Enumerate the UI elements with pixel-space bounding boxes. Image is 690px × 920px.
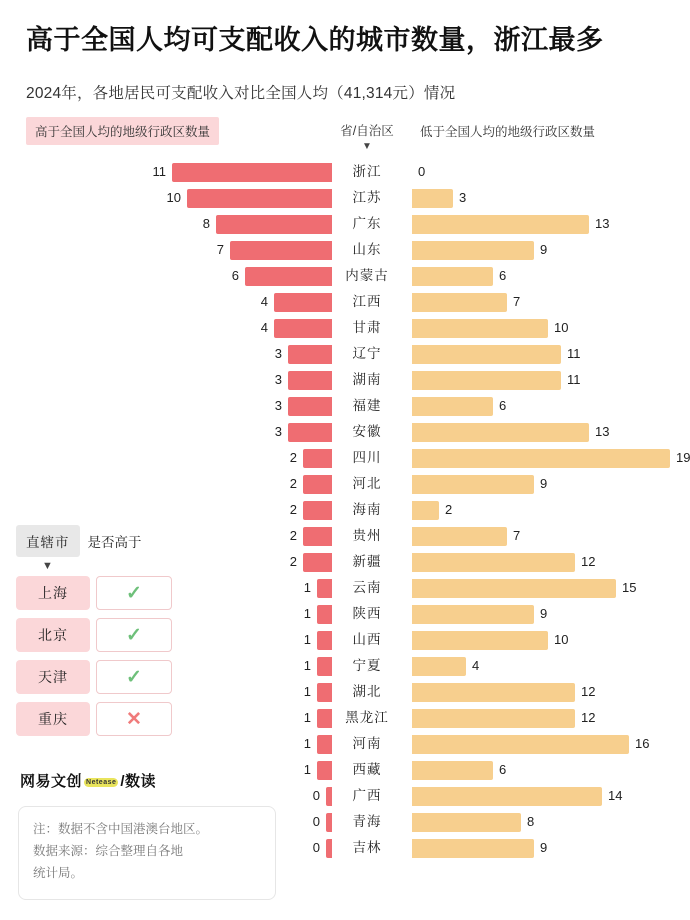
bar-above [288, 423, 332, 442]
category-label: 内蒙古 [345, 268, 389, 284]
bar-below-pane [412, 473, 672, 495]
bar-above [274, 319, 332, 338]
bar-below-pane [412, 499, 672, 521]
diverging-bar-chart [26, 161, 690, 863]
value-below: 10 [554, 320, 569, 336]
chart-row [26, 369, 672, 395]
chart-row [26, 265, 672, 291]
municipality-name: 北京 [16, 618, 90, 652]
bar-below [412, 553, 575, 572]
bar-below-pane [412, 343, 672, 365]
bar-below-pane [412, 395, 672, 417]
bar-above [317, 709, 332, 728]
chart-row [26, 161, 672, 187]
bar-above [317, 761, 332, 780]
bar-above [187, 189, 332, 208]
check-icon: ✓ [126, 666, 142, 688]
brand-prefix: 网易文创 [20, 773, 83, 790]
value-above: 2 [289, 502, 297, 518]
bar-below [412, 319, 548, 338]
municipality-row [16, 701, 192, 737]
value-below: 9 [540, 840, 548, 856]
value-above: 8 [202, 216, 210, 232]
bar-above [288, 397, 332, 416]
municipality-row [16, 659, 192, 695]
value-below: 14 [608, 788, 623, 804]
bar-above [303, 449, 332, 468]
bar-below [412, 345, 561, 364]
value-below: 8 [527, 814, 535, 830]
bar-below-pane [412, 317, 672, 339]
bar-above-pane [26, 369, 332, 391]
bar-below-pane [412, 421, 672, 443]
value-above: 7 [216, 242, 224, 258]
value-above: 0 [312, 814, 320, 830]
bar-below [412, 241, 534, 260]
value-below: 11 [567, 346, 581, 362]
category-label: 浙江 [352, 164, 382, 180]
bar-below [412, 761, 493, 780]
bar-below [412, 631, 548, 650]
category-label: 湖南 [352, 372, 382, 388]
bar-above [288, 371, 332, 390]
municipality-row [16, 617, 192, 653]
value-above: 1 [303, 736, 311, 752]
bar-above-pane [26, 213, 332, 235]
bar-above-pane [26, 343, 332, 365]
value-above: 1 [303, 606, 311, 622]
category-label: 河南 [352, 736, 382, 752]
bar-above [303, 475, 332, 494]
bar-above [317, 657, 332, 676]
bar-below [412, 787, 602, 806]
value-below: 9 [540, 242, 548, 258]
value-below: 7 [513, 294, 521, 310]
bar-above-pane [26, 473, 332, 495]
value-below: 13 [595, 216, 610, 232]
category-label: 广西 [352, 788, 382, 804]
bar-below-pane [412, 447, 690, 469]
bar-below [412, 657, 466, 676]
municipality-header [16, 525, 192, 557]
bar-above-pane [26, 421, 332, 443]
municipality-name: 天津 [16, 660, 90, 694]
bar-below-pane [412, 551, 672, 573]
value-below: 12 [581, 684, 596, 700]
value-above: 4 [260, 294, 268, 310]
bar-above [230, 241, 332, 260]
value-below: 6 [499, 398, 507, 414]
bar-above [317, 579, 332, 598]
bar-above [317, 683, 332, 702]
category-label: 吉林 [352, 840, 382, 856]
municipality-mark [96, 576, 172, 610]
bar-below [412, 189, 453, 208]
chart-row [26, 291, 672, 317]
value-above: 1 [303, 632, 311, 648]
bar-above [317, 631, 332, 650]
bar-below-pane [412, 811, 672, 833]
category-label: 福建 [352, 398, 382, 414]
municipality-name: 上海 [16, 576, 90, 610]
value-below: 6 [499, 268, 507, 284]
value-below: 12 [581, 554, 596, 570]
bar-below [412, 839, 534, 858]
bar-above-pane [26, 317, 332, 339]
value-below: 6 [499, 762, 507, 778]
category-label: 安徽 [352, 424, 382, 440]
value-below: 2 [445, 502, 453, 518]
bar-below-pane [412, 239, 672, 261]
bar-below [412, 709, 575, 728]
value-below: 12 [581, 710, 596, 726]
category-label: 宁夏 [352, 658, 382, 674]
bar-below-pane [412, 525, 672, 547]
category-label: 江苏 [352, 190, 382, 206]
category-label: 湖北 [352, 684, 382, 700]
chart-row [26, 187, 672, 213]
category-label: 贵州 [352, 528, 382, 544]
value-below: 13 [595, 424, 610, 440]
category-label: 陕西 [352, 606, 382, 622]
check-icon: ✓ [126, 624, 142, 646]
brand-badge-icon: Netease [86, 779, 117, 786]
value-above: 1 [303, 762, 311, 778]
municipality-panel [16, 525, 192, 743]
bar-below [412, 527, 507, 546]
bar-below-pane [412, 733, 672, 755]
category-label: 山西 [352, 632, 382, 648]
municipality-list [16, 575, 192, 737]
value-above: 2 [289, 528, 297, 544]
bar-above-pane [26, 291, 332, 313]
value-above: 4 [260, 320, 268, 336]
bar-above [303, 501, 332, 520]
bar-below [412, 605, 534, 624]
value-below: 7 [513, 528, 521, 544]
value-above: 10 [166, 190, 181, 206]
chart-row [26, 447, 690, 473]
bar-above [172, 163, 332, 182]
bar-below-pane [412, 759, 672, 781]
bar-below-pane [412, 785, 672, 807]
bar-below-pane [412, 187, 672, 209]
bar-above [245, 267, 332, 286]
bar-above [303, 527, 332, 546]
category-label: 海南 [352, 502, 382, 518]
chart-row [26, 421, 672, 447]
value-below: 4 [472, 658, 480, 674]
bar-above [216, 215, 332, 234]
bar-below [412, 397, 493, 416]
category-label: 广东 [352, 216, 382, 232]
value-below: 0 [418, 164, 426, 180]
brand-logo [20, 770, 156, 791]
page-title: 高于全国人均可支配收入的城市数量，浙江最多 [26, 25, 604, 55]
municipality-question: 是否高于 [87, 535, 142, 550]
bar-below-pane [412, 369, 672, 391]
bar-below [412, 813, 521, 832]
value-above: 2 [289, 554, 297, 570]
legend-category-label [332, 121, 402, 152]
bar-above-pane [26, 447, 332, 469]
bar-below [412, 449, 670, 468]
brand-suffix: /数读 [120, 773, 157, 790]
category-label: 新疆 [352, 554, 382, 570]
value-above: 11 [152, 164, 166, 180]
category-label: 甘肃 [352, 320, 382, 336]
bar-below-pane [412, 603, 672, 625]
bar-below-pane [412, 837, 672, 859]
value-above: 3 [274, 424, 282, 440]
chart-row [26, 239, 672, 265]
municipality-mark [96, 618, 172, 652]
bar-below-pane [412, 213, 672, 235]
chart-row [26, 395, 672, 421]
bar-below [412, 371, 561, 390]
bar-below [412, 423, 589, 442]
bar-below [412, 215, 589, 234]
value-above: 3 [274, 398, 282, 414]
bar-below-pane [412, 655, 672, 677]
value-below: 15 [622, 580, 637, 596]
chart-legend [26, 117, 672, 151]
value-above: 0 [312, 840, 320, 856]
check-icon: ✓ [126, 582, 142, 604]
value-above: 1 [303, 710, 311, 726]
value-above: 1 [303, 684, 311, 700]
value-below: 16 [635, 736, 650, 752]
category-label: 江西 [352, 294, 382, 310]
value-above: 2 [289, 450, 297, 466]
bar-below-pane [412, 707, 672, 729]
value-below: 9 [540, 476, 548, 492]
bar-below [412, 501, 439, 520]
bar-below-pane [412, 291, 672, 313]
chart-row [26, 213, 672, 239]
municipality-arrow-icon: ▼ [42, 560, 53, 572]
value-below: 3 [459, 190, 467, 206]
category-label: 西藏 [352, 762, 382, 778]
legend-below-label: 低于全国人均的地级行政区数量 [420, 125, 596, 140]
value-below: 10 [554, 632, 569, 648]
bar-below [412, 475, 534, 494]
bar-below-pane [412, 577, 672, 599]
chart-row [26, 317, 672, 343]
value-above: 3 [274, 346, 282, 362]
chart-row [26, 473, 672, 499]
cross-icon: ✕ [126, 708, 142, 730]
bar-above-pane [26, 265, 332, 287]
bar-above-pane [26, 239, 332, 261]
footnote-line-3: 统计局。 [33, 865, 84, 880]
bar-above [317, 605, 332, 624]
bar-above-pane [26, 161, 332, 183]
legend-above-label: 高于全国人均的地级行政区数量 [26, 117, 219, 145]
category-label: 青海 [352, 814, 382, 830]
category-label: 四川 [352, 450, 382, 466]
footnote [18, 806, 276, 900]
municipality-mark [96, 702, 172, 736]
value-above: 6 [231, 268, 239, 284]
category-label: 山东 [352, 242, 382, 258]
chart-row [26, 499, 672, 525]
page-subtitle: 2024年，各地居民可支配收入对比全国人均（41,314元）情况 [26, 85, 456, 103]
municipality-row [16, 575, 192, 611]
bar-below-pane [412, 629, 672, 651]
bar-above-pane [26, 499, 332, 521]
value-above: 2 [289, 476, 297, 492]
value-above: 1 [303, 580, 311, 596]
bar-below [412, 683, 575, 702]
value-below: 19 [676, 450, 690, 466]
value-above: 1 [303, 658, 311, 674]
bar-above [288, 345, 332, 364]
value-below: 9 [540, 606, 548, 622]
bar-above-pane [26, 187, 332, 209]
bar-above-pane [26, 395, 332, 417]
municipality-tag: 直辖市 [16, 525, 80, 557]
category-label: 河北 [352, 476, 382, 492]
footnote-line-2: 数据来源：综合整理自各地 [33, 843, 184, 858]
chart-row [26, 343, 672, 369]
bar-below-pane [412, 681, 672, 703]
municipality-mark [96, 660, 172, 694]
category-label: 云南 [352, 580, 382, 596]
municipality-name: 重庆 [16, 702, 90, 736]
value-above: 3 [274, 372, 282, 388]
bar-below [412, 579, 616, 598]
bar-below-pane [412, 161, 672, 183]
footnote-line-1: 注：数据不含中国港澳台地区。 [33, 822, 209, 836]
value-above: 0 [312, 788, 320, 804]
legend-category-text: 省/自治区 [340, 124, 394, 139]
bar-below [412, 735, 629, 754]
value-below: 11 [567, 372, 581, 388]
chevron-down-icon: ▼ [362, 141, 372, 153]
bar-above [303, 553, 332, 572]
bar-above [317, 735, 332, 754]
category-label: 辽宁 [352, 346, 382, 362]
bar-below [412, 267, 493, 286]
category-label: 黑龙江 [345, 710, 389, 726]
bar-below [412, 293, 507, 312]
bar-below-pane [412, 265, 672, 287]
bar-above [274, 293, 332, 312]
